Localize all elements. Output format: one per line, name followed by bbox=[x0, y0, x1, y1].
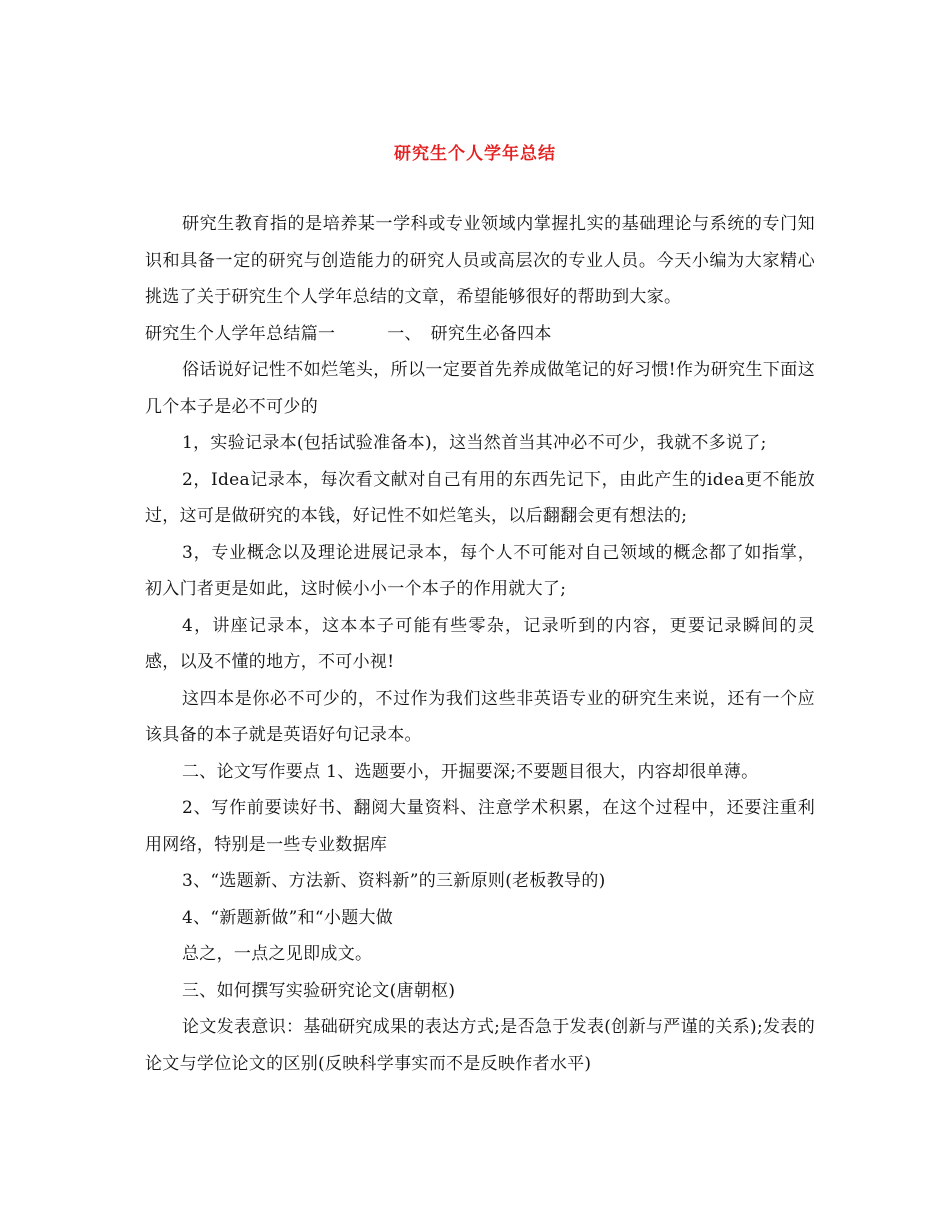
document-title: 研究生个人学年总结 bbox=[394, 144, 556, 164]
paragraph: 俗话说好记性不如烂笔头，所以一定要首先养成做笔记的好习惯!作为研究生下面这几个本子是必不可少的 bbox=[145, 360, 815, 417]
list-item: 1，实验记录本(包括试验准备本)，这当然首当其冲必不可少，我就不多说了; bbox=[182, 433, 767, 453]
list-item: 2、写作前要读好书、翻阅大量资料、注意学术积累，在这个过程中，还要注重利用网络，特别是一些专业数据库 bbox=[145, 798, 815, 855]
list-item: 4，讲座记录本，这本本子可能有些零杂，记录听到的内容，更要记录瞬间的灵感，以及不懂的地方，不可小视! bbox=[145, 615, 815, 672]
list-item: 4、“新题新做”和“小题大做 bbox=[182, 907, 394, 928]
paragraph-intro: 研究生教育指的是培养某一学科或专业领域内掌握扎实的基础理论与系统的专门知识和具备一定的研究与创造能力的研究人员或高层次的专业人员。今天小编为大家精心挑选了关于研究生个人学年总结的文章，希望能够很好的帮助到大家。 bbox=[145, 214, 815, 307]
list-item: 2，Idea记录本，每次看文献对自己有用的东西先记下，由此产生的idea更不能放过，这可是做研究的本钱，好记性不如烂笔头，以后翻翻会更有想法的; bbox=[145, 469, 815, 526]
paragraph: 论文发表意识：基础研究成果的表达方式;是否急于发表(创新与严谨的关系);发表的论文与学位论文的区别(反映科学事实而不是反映作者水平) bbox=[145, 1017, 815, 1074]
document-body bbox=[145, 206, 815, 1082]
paragraph-section-heading: 二、论文写作要点 1、选题要小，开掘要深;不要题目很大，内容却很单薄。 bbox=[182, 761, 759, 782]
list-item: 3，专业概念以及理论进展记录本，每个人不可能对自己领域的概念都了如指掌，初入门者更是如此，这时候小小一个本子的作用就大了; bbox=[145, 542, 815, 599]
list-item: 3、“选题新、方法新、资料新”的三新原则(老板教导的) bbox=[182, 871, 606, 891]
paragraph: 这四本是你必不可少的，不过作为我们这些非英语专业的研究生来说，还有一个应该具备的本子就是英语好句记录本。 bbox=[145, 688, 815, 745]
paragraph-section-heading: 研究生个人学年总结篇一 一、 研究生必备四本 bbox=[145, 323, 552, 344]
paragraph-section-heading: 三、如何撰写实验研究论文(唐朝枢) bbox=[182, 980, 456, 1001]
paragraph: 总之，一点之见即成文。 bbox=[182, 944, 373, 964]
